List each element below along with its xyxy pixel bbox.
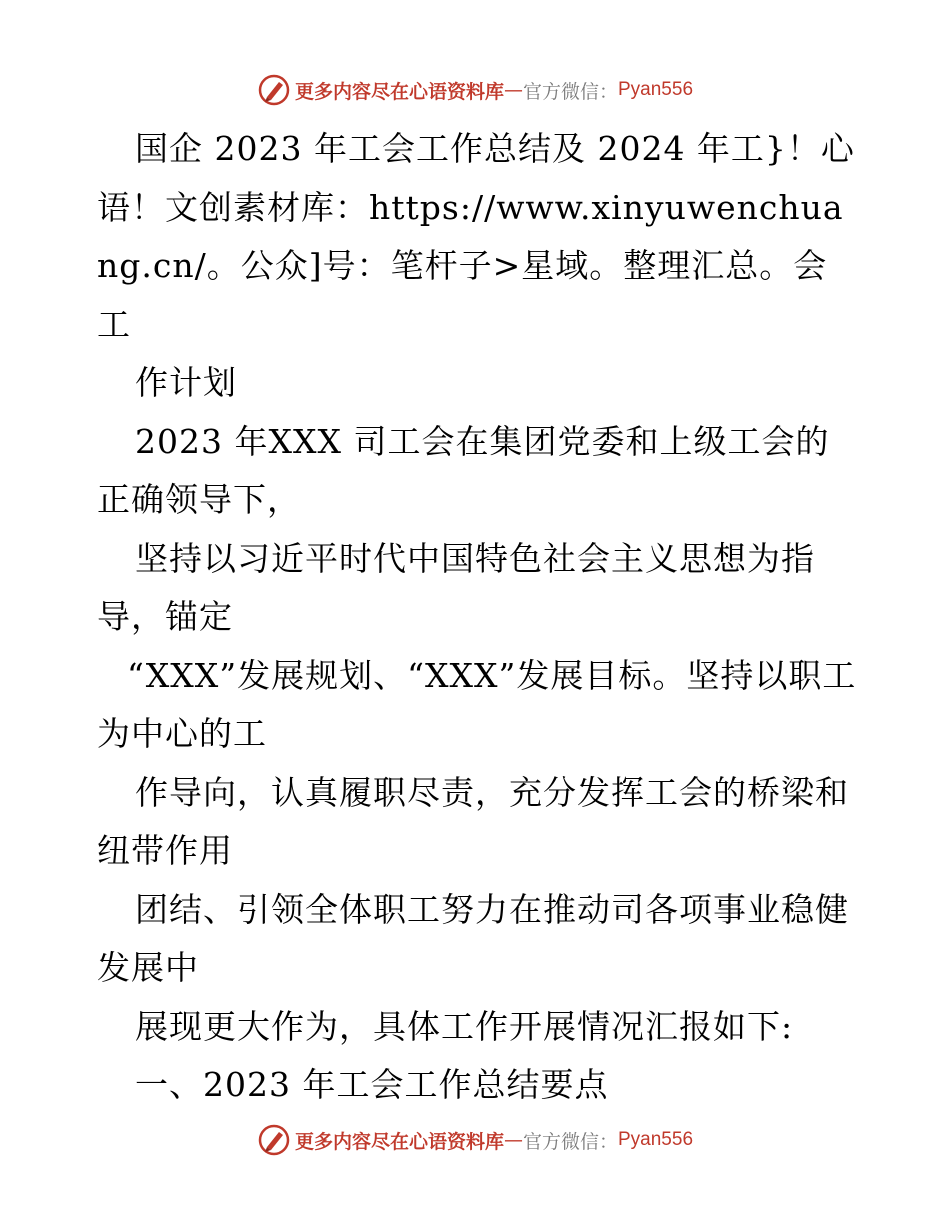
- banner-dash: —: [503, 1129, 523, 1151]
- banner-contact-label: 官方微信：: [522, 1130, 618, 1153]
- paragraph: 2023 年XXX 司工会在集团党委和上级工会的正确领导下，: [97, 421, 830, 519]
- paragraph: 作导向，认真履职尽责，充分发挥工会的桥梁和纽带作用: [97, 772, 849, 870]
- banner-contact-label: 官方微信：: [522, 80, 618, 103]
- paragraph: 坚持以习近平时代中国特色社会主义思想为指导，锚定: [97, 538, 815, 636]
- document-title-continuation: 作计划: [135, 363, 237, 402]
- header-banner: [0, 70, 950, 110]
- paragraph: 团结、引领全体职工努力在推动司各项事业稳健发展中: [97, 889, 849, 987]
- document-title: 国企 2023 年工会工作总结及 2024 年工}！心语！文创素材库：https://www.xinyuwenchuang.cn/。公众]号：笔杆子>星域。整理汇总。会工: [97, 129, 855, 344]
- footer-banner: [0, 1120, 950, 1160]
- paragraph: “XXX”发展规划、“XXX”发展目标。坚持以职工为中心的工: [97, 655, 857, 753]
- pen-logo-icon: [257, 1123, 291, 1157]
- banner-promo-text: 更多内容尽在心语资料库: [294, 80, 504, 103]
- banner-wechat-handle: Pyan556: [618, 1129, 694, 1150]
- paragraph: 展现更大作为，具体工作开展情况汇报如下:: [135, 1006, 794, 1046]
- banner-dash: —: [503, 79, 523, 101]
- banner-wechat-handle: Pyan556: [618, 79, 694, 100]
- section-heading: 一、2023 年工会工作总结要点: [135, 1065, 609, 1104]
- pen-logo-icon: [257, 73, 291, 107]
- banner-promo-text: 更多内容尽在心语资料库: [294, 1130, 504, 1153]
- document-body: [97, 120, 857, 1115]
